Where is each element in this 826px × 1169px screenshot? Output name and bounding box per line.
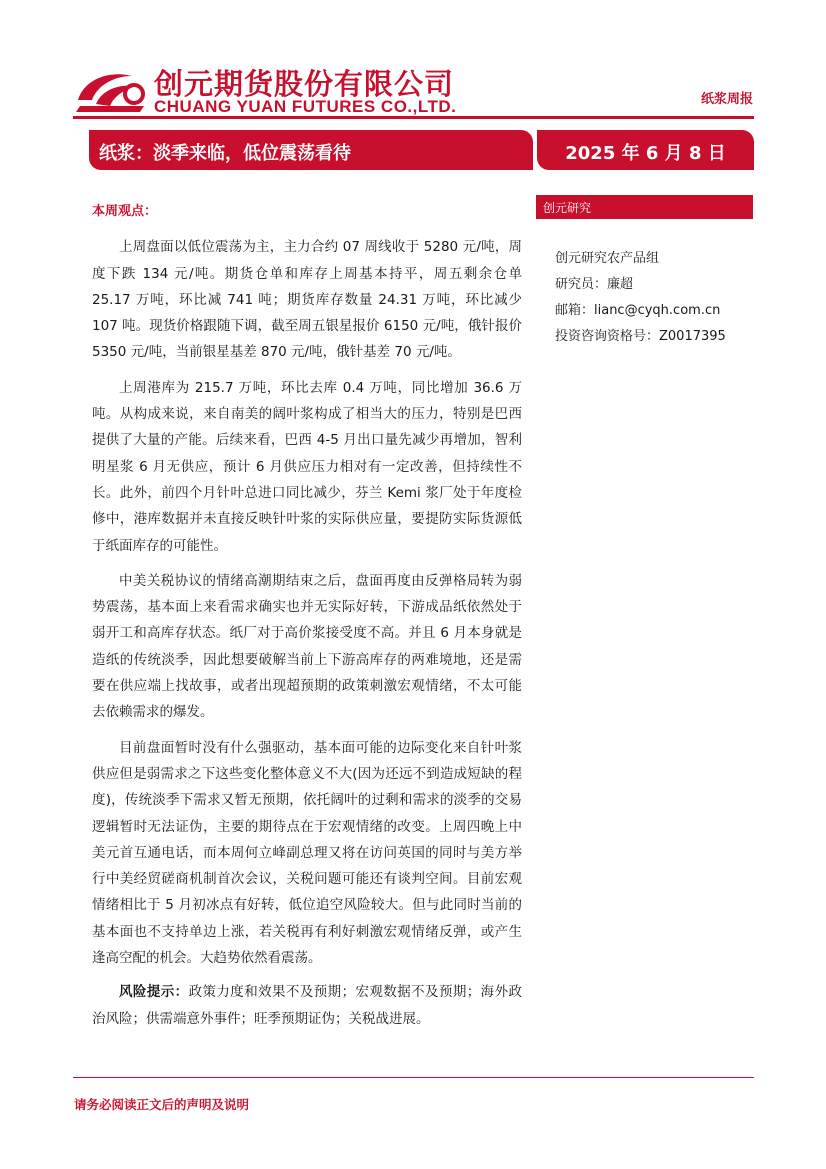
date-banner (537, 130, 754, 170)
risk-text: 政策力度和效果不及预期；宏观数据不及预期；海外政治风险；供需端意外事件；旺季预期证伪；关税战进展。 (92, 984, 523, 1027)
company-logo (74, 62, 474, 122)
sidebar-heading: 创元研究 (543, 201, 592, 215)
risk-label: 风险提示： (119, 984, 189, 1001)
company-name-cn: 创元期货股份有限公司 (154, 67, 455, 101)
researcher-email: 邮箱：lianc@cyqh.com.cn (555, 303, 721, 318)
title-banner (89, 130, 533, 170)
logo-mark-icon (74, 66, 148, 116)
sidebar-heading-bar (536, 195, 753, 219)
risk-warning (92, 979, 522, 1032)
section-title: 本周观点： (92, 204, 158, 219)
analyst-info (555, 246, 726, 350)
report-type-label: 纸浆周报 (700, 92, 753, 107)
company-name-en: CHUANG YUAN FUTURES CO.,LTD. (154, 97, 457, 116)
report-title: 纸浆：淡季来临，低位震荡看待 (99, 143, 351, 164)
paragraph-outlook: 目前盘面暂时没有什么强驱动，基本面可能的边际变化来自针叶浆供应但是弱需求之下这些变化整体意义不大(因为还远不到造成短缺的程度)，传统淡季下需求又暂无预期，依托阔叶的过剩和需求的淡季的交易逻辑暂时无法证伪，主要的期待点在于宏观情绪的改变。上周四晚上中美元首互通电话，而本周何立峰副总理又将在访问英国的同时与美方举行中美经贸磋商机制首次会议，关税问题可能还有谈判空间。目前宏观情绪相比于 5 月初冰点有好转，低位追空风险较大。但与此同时当前的基本面也不支持单边上涨，若关税再有利好刺激宏观情绪反弹，或产生逢高空配的机会。大趋势依然看震荡。 (92, 739, 522, 967)
footer-divider (73, 1077, 754, 1078)
research-group: 创元研究农产品组 (555, 251, 660, 266)
report-date: 2025 年 6 月 8 日 (565, 143, 726, 164)
paragraph-market: 上周盘面以低位震荡为主，主力合约 07 周线收于 5280 元/吨，周度下跌 134 元/吨。期货仓单和库存上周基本持平，周五剩余仓单 25.17 万吨，环比减 741 吨；期货库存数量 24.31 万吨，环比减少 107 吨。现货价格跟随下调，截至周五银星报价 6150 元/吨，俄针报价 5350 元/吨，当前银星基差 870 元/吨，俄针基差 70 元/吨。 (92, 239, 522, 361)
researcher-name: 研究员：廉超 (555, 277, 634, 292)
header-divider (73, 116, 754, 119)
main-content (92, 199, 522, 1041)
paragraph-port-inventory: 上周港库为 215.7 万吨，环比去库 0.4 万吨，同比增加 36.6 万吨。从构成来说，来自南美的阔叶浆构成了相当大的压力，特别是巴西提供了大量的产能。后续来看，巴西 4-5 月出口量先减少再增加，智利明星浆 6 月无供应，预计 6 月供应压力相对有一定改善，但持续性不长。此外，前四个月针叶总进口同比减少，芬兰 Kemi 浆厂处于年度检修中，港库数据并未直接反映针叶浆的实际供应量，要提防实际货源低于纸面库存的可能性。 (92, 379, 522, 554)
paragraph-demand: 中美关税协议的情绪高潮期结束之后，盘面再度由反弹格局转为弱势震荡，基本面上来看需求确实也并无实际好转，下游成品纸依然处于弱开工和高库存状态。纸厂对于高价浆接受度不高。并且 6 月本身就是造纸的传统淡季，因此想要破解当前上下游高库存的两难境地，还是需要在供应端上找故事，或者出现超预期的政策刺激宏观情绪，不太可能去依赖需求的爆发。 (92, 572, 522, 721)
footer-notice: 请务必阅读正文后的声明及说明 (74, 1097, 250, 1112)
license-number: 投资咨询资格号：Z0017395 (555, 329, 726, 344)
